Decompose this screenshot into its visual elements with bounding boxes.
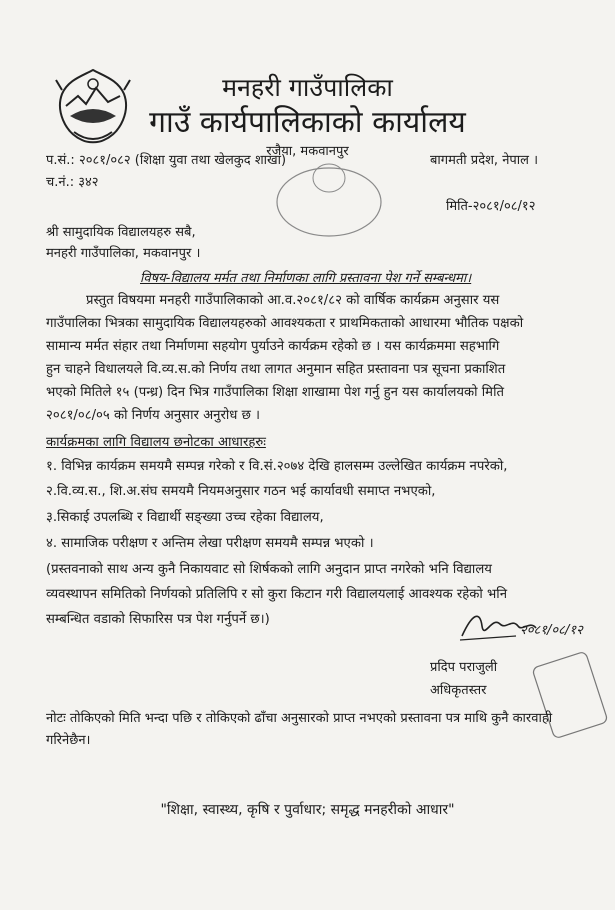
note-line: व्यवस्थापन समितिको निर्णयको प्रतिलिपि र सो कुरा किटान गरी विद्यालयलाई आवश्यक रहेको भनि (46, 587, 508, 602)
addressee-line-2: मनहरी गाउँपालिका, मकवानपुर । (46, 246, 201, 261)
body-line: सामान्य मर्मत संहार तथा निर्माणमा सहयोग पुर्याउने कार्यक्रम रहेको छ । यस कार्यक्रममा सहभागि (46, 339, 500, 354)
office-name: मनहरी गाउँपालिका (222, 73, 393, 102)
criteria-item: २.वि.व्य.स., शि.अ.संघ समयमै नियमअनुसार गठन भई कार्यावधी समाप्त नभएको, (46, 484, 436, 499)
body-line: भएको मितिले १५ (पन्ध्र) दिन भित्र गाउँपालिका शिक्षा शाखामा पेश गर्नु हुन यस कार्यालयको मिति (46, 385, 505, 400)
province-label: बागमती प्रदेश, नेपाल । (430, 153, 539, 168)
office-location: रजैया, मकवानपुर (266, 144, 349, 159)
criteria-heading: कार्यक्रमका लागि विद्यालय छनोटका आधारहरुः (46, 435, 266, 450)
reference-number: प.सं.: २०८१/०८२ (शिक्षा युवा तथा खेलकुद शाखा) (46, 153, 287, 168)
office-title: गाउँ कार्यपालिकाको कार्यालय (149, 105, 466, 140)
note-line: (प्रस्तवनाको साथ अन्य कुनै निकायवाट सो शिर्षकको लागि अनुदान प्राप्त नगरेको भनि विद्यालय (46, 562, 492, 577)
signature-date: २०८१/०८/१२ (520, 623, 583, 638)
criteria-item: ४. सामाजिक परीक्षण र अन्तिम लेखा परीक्षण समयमै सम्पन्न भएको । (46, 536, 374, 551)
slogan: "शिक्षा, स्वास्थ्य, कृषि र पुर्वाधार; समृद्ध मनहरीको आधार" (160, 802, 455, 818)
official-seal (530, 650, 610, 740)
signatory-name: प्रदिप पराजुली (430, 660, 498, 675)
office-stamp (272, 160, 387, 240)
body-line: हुन चाहने विधालयले वि.व्य.स.को निर्णय तथा लागत अनुमान सहित प्रस्तावना पत्र सूचना प्रकाशित (46, 362, 506, 377)
addressee-line-1: श्री सामुदायिक विद्यालयहरु सबै, (46, 225, 196, 240)
criteria-item: ३.सिकाई उपलब्धि र विद्यार्थी सङ्ख्या उच्च रहेका विद्यालय, (46, 510, 324, 525)
body-line: गाउँपालिका भित्रका सामुदायिक विद्यालयहरुको आवश्यकता र प्राथमिकताको आधारमा भौतिक पक्षको (46, 316, 524, 331)
body-line: २०८१/०८/०५ को निर्णय अनुसार अनुरोध छ । (46, 408, 261, 423)
footer-note: गरिनेछैन। (46, 733, 91, 748)
subject-line: विषय-विद्यालय मर्मत तथा निर्माणका लागि प्रस्तावना पेश गर्ने सम्बन्धमा। (140, 271, 472, 286)
footer-note: नोटः तोकिएको मिति भन्दा पछि र तोकिएको ढाँचा अनुसारको प्राप्त नभएको प्रस्तावना पत्र माथि कुनै कारवाही (46, 711, 553, 726)
dispatch-number: च.नं.: ३४२ (46, 175, 99, 190)
signatory-title: अधिकृतस्तर (430, 683, 487, 698)
letter-date: मिति-२०८१/०८/१२ (446, 199, 536, 214)
note-line: सम्बन्धित वडाको सिफारिस पत्र पेश गर्नुपर्ने छ।) (46, 612, 270, 627)
criteria-item: १. विभिन्न कार्यक्रम समयमै सम्पन्न गरेको र वि.सं.२०७४ देखि हालसम्म उल्लेखित कार्यक्रम नपरेको, (46, 459, 508, 474)
body-line: प्रस्तुत विषयमा मनहरी गाउँपालिकाको आ.व.२०८१/८२ को वार्षिक कार्यक्रम अनुसार यस (86, 293, 500, 308)
